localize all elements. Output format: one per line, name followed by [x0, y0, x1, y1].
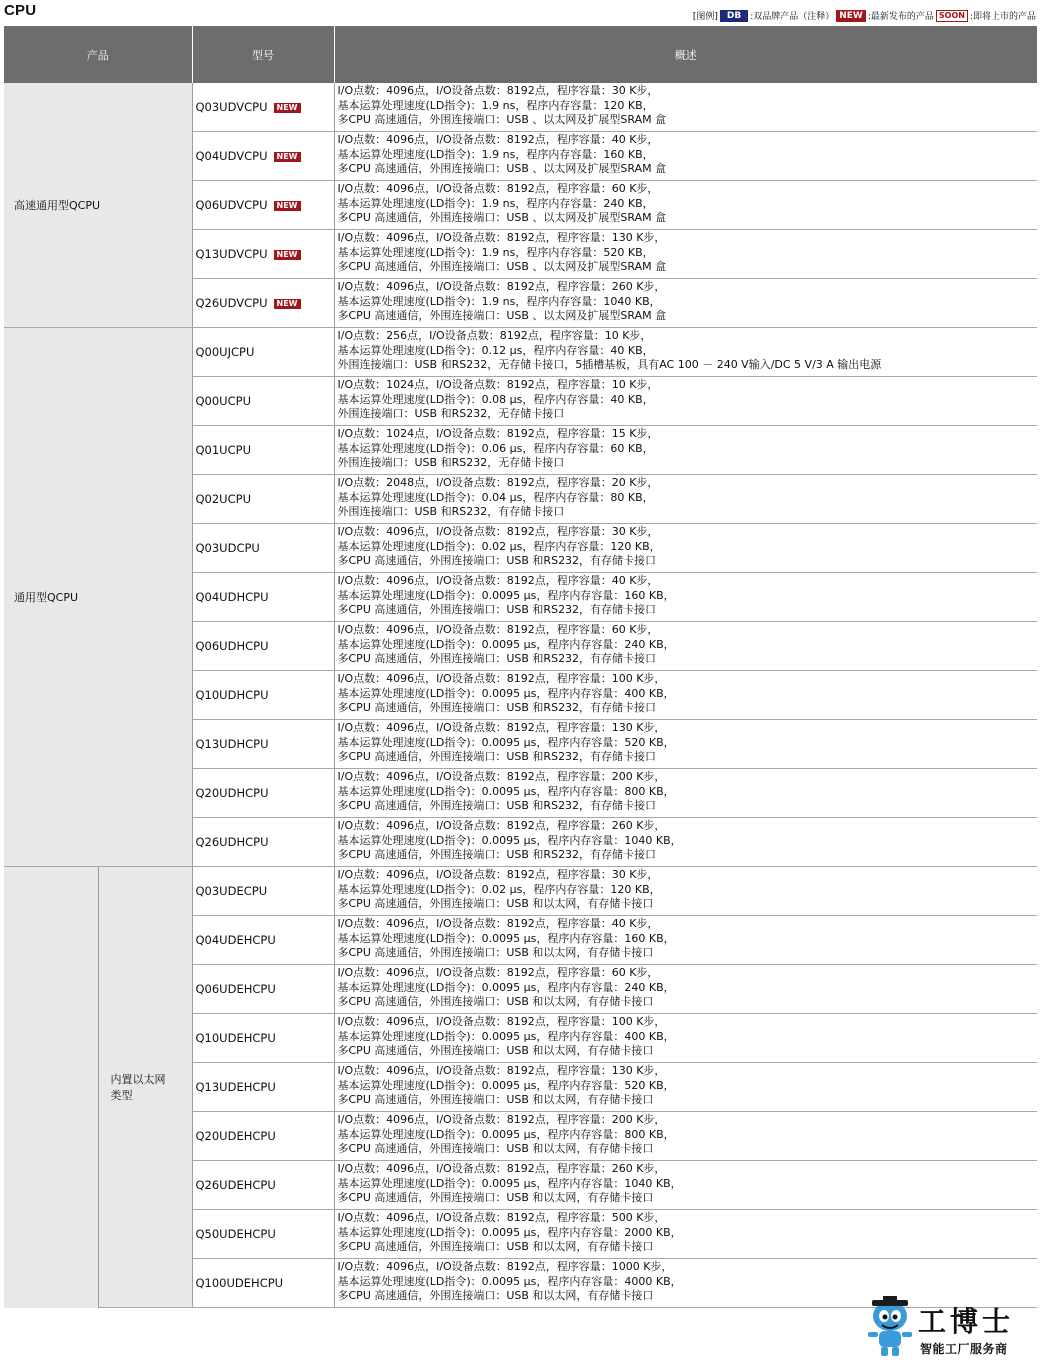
model-cell [192, 916, 334, 965]
description-line: I/O点数：4096点，I/O设备点数：8192点，程序容量：130 K步， [337, 231, 666, 244]
description-line: I/O点数：4096点，I/O设备点数：8192点，程序容量：200 K步， [337, 770, 666, 783]
description-line: 外围连接端口：USB 和RS232，无存储卡接口，5插槽基板，具有AC 100 － 240 V输入/DC 5 V/3 A 输出电源 [337, 358, 882, 371]
description-line: 多CPU 高速通信，外围连接端口：USB 和以太网，有存储卡接口 [337, 1289, 654, 1302]
model-cell [192, 1112, 334, 1161]
description-line: 多CPU 高速通信，外围连接端口：USB 、以太网及扩展型SRAM 盒 [337, 113, 667, 126]
group-universal-qcpu: 通用型QCPU [4, 328, 192, 867]
description-line: 基本运算处理速度(LD指令)：0.0095 μs，程序内存容量：1040 KB， [337, 1176, 682, 1190]
description-cell [334, 622, 1037, 671]
description-line: I/O点数：4096点，I/O设备点数：8192点，程序容量：260 K步， [337, 280, 666, 293]
header-model: 型号 [192, 26, 334, 83]
description-line: 基本运算处理速度(LD指令)：0.0095 μs，程序内存容量：400 KB， [337, 686, 675, 700]
description-line: 基本运算处理速度(LD指令)：0.02 μs，程序内存容量：120 KB， [337, 882, 661, 896]
description-line: 外围连接端口：USB 和RS232，有存储卡接口 [337, 505, 565, 518]
description-line: 多CPU 高速通信，外围连接端口：USB 和以太网，有存储卡接口 [337, 1093, 654, 1106]
description-line: I/O点数：1024点，I/O设备点数：8192点，程序容量：15 K步， [337, 427, 659, 440]
new-badge: NEW [274, 250, 301, 260]
description-line: 基本运算处理速度(LD指令)：0.0095 μs，程序内存容量：4000 KB， [337, 1274, 682, 1288]
model-number: Q00UJCPU [195, 345, 255, 359]
model-number: Q04UDVCPU [195, 149, 268, 163]
cpu-spec-table [4, 26, 1037, 1308]
description-line: I/O点数：256点，I/O设备点数：8192点，程序容量：10 K步， [337, 329, 652, 342]
description-line: 多CPU 高速通信，外围连接端口：USB 和以太网，有存储卡接口 [337, 995, 654, 1008]
soon-badge: SOON [936, 10, 968, 22]
model-cell [192, 524, 334, 573]
description-line: 多CPU 高速通信，外围连接端口：USB 、以太网及扩展型SRAM 盒 [337, 162, 667, 175]
description-cell [334, 965, 1037, 1014]
model-number: Q06UDHCPU [195, 639, 269, 653]
description-cell [334, 1014, 1037, 1063]
model-number: Q20UDHCPU [195, 786, 269, 800]
model-number: Q04UDEHCPU [195, 933, 276, 947]
model-cell [192, 1161, 334, 1210]
description-line: 多CPU 高速通信，外围连接端口：USB 和以太网，有存储卡接口 [337, 897, 654, 910]
model-cell [192, 1014, 334, 1063]
description-cell [334, 1210, 1037, 1259]
new-legend-text: :最新发布的产品 [867, 12, 934, 22]
description-line: 多CPU 高速通信，外围连接端口：USB 和RS232，有存储卡接口 [337, 701, 657, 714]
description-line: 外围连接端口：USB 和RS232，无存储卡接口 [337, 456, 565, 469]
description-line: 多CPU 高速通信，外围连接端口：USB 和RS232，有存储卡接口 [337, 799, 657, 812]
description-line: I/O点数：4096点，I/O设备点数：8192点，程序容量：40 K步， [337, 917, 659, 930]
description-line: I/O点数：4096点，I/O设备点数：8192点，程序容量：100 K步， [337, 1015, 666, 1028]
description-line: 外围连接端口：USB 和RS232，无存储卡接口 [337, 407, 565, 420]
model-cell [192, 720, 334, 769]
description-line: 基本运算处理速度(LD指令)：1.9 ns，程序内存容量：240 KB， [337, 196, 654, 210]
header-product: 产品 [4, 26, 192, 83]
subgroup-built-in-ethernet: 内置以太网 类型 [98, 867, 192, 1308]
description-cell [334, 720, 1037, 769]
description-line: 基本运算处理速度(LD指令)：0.0095 μs，程序内存容量：520 KB， [337, 1078, 675, 1092]
description-line: 基本运算处理速度(LD指令)：0.04 μs，程序内存容量：80 KB， [337, 490, 654, 504]
description-cell [334, 671, 1037, 720]
description-cell [334, 818, 1037, 867]
description-line: 基本运算处理速度(LD指令)：0.12 μs，程序内存容量：40 KB， [337, 343, 654, 357]
description-cell [334, 279, 1037, 328]
description-line: 基本运算处理速度(LD指令)：0.02 μs，程序内存容量：120 KB， [337, 539, 661, 553]
model-cell [192, 671, 334, 720]
description-cell [334, 1063, 1037, 1112]
description-cell [334, 1112, 1037, 1161]
description-line: 多CPU 高速通信，外围连接端口：USB 和RS232，有存储卡接口 [337, 554, 657, 567]
table-row [4, 867, 1037, 916]
model-number: Q100UDEHCPU [195, 1276, 284, 1290]
description-line: 基本运算处理速度(LD指令)：0.0095 μs，程序内存容量：520 KB， [337, 735, 675, 749]
model-cell [192, 573, 334, 622]
brand-logo [862, 1296, 1032, 1360]
model-number: Q00UCPU [195, 394, 251, 408]
model-number: Q03UDCPU [195, 541, 260, 555]
legend [693, 9, 1036, 22]
model-cell [192, 83, 334, 132]
model-cell [192, 965, 334, 1014]
description-line: I/O点数：4096点，I/O设备点数：8192点，程序容量：40 K步， [337, 133, 659, 146]
model-cell [192, 132, 334, 181]
model-cell [192, 818, 334, 867]
description-line: I/O点数：4096点，I/O设备点数：8192点，程序容量：40 K步， [337, 574, 659, 587]
description-line: I/O点数：4096点，I/O设备点数：8192点，程序容量：30 K步， [337, 84, 659, 97]
description-line: 多CPU 高速通信，外围连接端口：USB 和以太网，有存储卡接口 [337, 946, 654, 959]
model-number: Q01UCPU [195, 443, 251, 457]
model-cell [192, 279, 334, 328]
soon-legend-text: :即将上市的产品 [969, 12, 1036, 22]
description-line: 基本运算处理速度(LD指令)：0.0095 μs，程序内存容量：2000 KB， [337, 1225, 682, 1239]
model-cell [192, 230, 334, 279]
model-cell [192, 377, 334, 426]
description-line: I/O点数：4096点，I/O设备点数：8192点，程序容量：500 K步， [337, 1211, 666, 1224]
description-line: 基本运算处理速度(LD指令)：0.0095 μs，程序内存容量：400 KB， [337, 1029, 675, 1043]
description-line: I/O点数：4096点，I/O设备点数：8192点，程序容量：60 K步， [337, 966, 659, 979]
db-legend-text: :双品牌产品（注释） [750, 12, 835, 22]
model-number: Q10UDEHCPU [195, 1031, 276, 1045]
description-cell [334, 573, 1037, 622]
brand-slogan: 智能工厂服务商 [920, 1342, 1008, 1356]
model-cell [192, 328, 334, 377]
model-number: Q26UDEHCPU [195, 1178, 276, 1192]
description-line: 多CPU 高速通信，外围连接端口：USB 和RS232，有存储卡接口 [337, 603, 657, 616]
brand-name: 工博士 [918, 1305, 1015, 1338]
new-badge: NEW [274, 152, 301, 162]
description-cell [334, 769, 1037, 818]
description-line: 基本运算处理速度(LD指令)：0.06 μs，程序内存容量：60 KB， [337, 441, 654, 455]
description-cell [334, 524, 1037, 573]
description-line: 基本运算处理速度(LD指令)：1.9 ns，程序内存容量：120 KB， [337, 98, 654, 112]
description-line: 基本运算处理速度(LD指令)：0.0095 μs，程序内存容量：1040 KB， [337, 833, 682, 847]
description-line: I/O点数：1024点，I/O设备点数：8192点，程序容量：10 K步， [337, 378, 659, 391]
description-cell [334, 230, 1037, 279]
description-line: 多CPU 高速通信，外围连接端口：USB 、以太网及扩展型SRAM 盒 [337, 309, 667, 322]
model-number: Q13UDHCPU [195, 737, 269, 751]
model-number: Q06UDEHCPU [195, 982, 276, 996]
description-line: 多CPU 高速通信，外围连接端口：USB 和以太网，有存储卡接口 [337, 1240, 654, 1253]
model-cell [192, 622, 334, 671]
description-line: 多CPU 高速通信，外围连接端口：USB 和以太网，有存储卡接口 [337, 1044, 654, 1057]
new-badge: NEW [274, 299, 301, 309]
new-badge: NEW [836, 10, 866, 22]
description-line: I/O点数：4096点，I/O设备点数：8192点，程序容量：100 K步， [337, 672, 666, 685]
model-cell [192, 1210, 334, 1259]
group-high-speed-qcpu: 高速通用型QCPU [4, 83, 192, 328]
description-line: 基本运算处理速度(LD指令)：0.0095 μs，程序内存容量：160 KB， [337, 588, 675, 602]
description-line: I/O点数：2048点，I/O设备点数：8192点，程序容量：20 K步， [337, 476, 659, 489]
model-number: Q03UDVCPU [195, 100, 268, 114]
description-line: 多CPU 高速通信，外围连接端口：USB 、以太网及扩展型SRAM 盒 [337, 260, 667, 273]
model-number: Q06UDVCPU [195, 198, 268, 212]
model-cell [192, 1063, 334, 1112]
table-row [4, 328, 1037, 377]
description-cell [334, 916, 1037, 965]
description-line: 基本运算处理速度(LD指令)：0.0095 μs，程序内存容量：160 KB， [337, 931, 675, 945]
description-cell [334, 1161, 1037, 1210]
new-badge: NEW [274, 201, 301, 211]
legend-prefix: [图例] [692, 12, 718, 22]
table-row [4, 83, 1037, 132]
table-body [4, 83, 1037, 1308]
model-number: Q13UDEHCPU [195, 1080, 276, 1094]
model-number: Q03UDECPU [195, 884, 268, 898]
description-line: I/O点数：4096点，I/O设备点数：8192点，程序容量：260 K步， [337, 1162, 666, 1175]
description-line: 基本运算处理速度(LD指令)：0.08 μs，程序内存容量：40 KB， [337, 392, 654, 406]
model-cell [192, 426, 334, 475]
description-cell [334, 83, 1037, 132]
model-number: Q50UDEHCPU [195, 1227, 276, 1241]
model-number: Q10UDHCPU [195, 688, 269, 702]
model-cell [192, 769, 334, 818]
model-number: Q04UDHCPU [195, 590, 269, 604]
model-number: Q13UDVCPU [195, 247, 268, 261]
description-line: 基本运算处理速度(LD指令)：1.9 ns，程序内存容量：160 KB， [337, 147, 654, 161]
description-line: 多CPU 高速通信，外围连接端口：USB 、以太网及扩展型SRAM 盒 [337, 211, 667, 224]
group-universal-qcpu-continued [4, 867, 98, 1308]
description-cell [334, 867, 1037, 916]
description-cell [334, 132, 1037, 181]
model-number: Q26UDHCPU [195, 835, 269, 849]
description-line: I/O点数：4096点，I/O设备点数：8192点，程序容量：30 K步， [337, 868, 659, 881]
description-line: 多CPU 高速通信，外围连接端口：USB 和以太网，有存储卡接口 [337, 1142, 654, 1155]
description-line: 基本运算处理速度(LD指令)：1.9 ns，程序内存容量：520 KB， [337, 245, 654, 259]
new-badge: NEW [274, 103, 301, 113]
description-line: I/O点数：4096点，I/O设备点数：8192点，程序容量：60 K步， [337, 182, 659, 195]
description-line: 多CPU 高速通信，外围连接端口：USB 和RS232，有存储卡接口 [337, 848, 657, 861]
model-number: Q02UCPU [195, 492, 251, 506]
description-cell [334, 426, 1037, 475]
description-line: I/O点数：4096点，I/O设备点数：8192点，程序容量：200 K步， [337, 1113, 666, 1126]
description-line: 多CPU 高速通信，外围连接端口：USB 和RS232，有存储卡接口 [337, 750, 657, 763]
model-number: Q20UDEHCPU [195, 1129, 276, 1143]
model-number: Q26UDVCPU [195, 296, 268, 310]
description-line: 基本运算处理速度(LD指令)：0.0095 μs，程序内存容量：240 KB， [337, 980, 675, 994]
description-line: 基本运算处理速度(LD指令)：0.0095 μs，程序内存容量：800 KB， [337, 1127, 675, 1141]
description-line: 基本运算处理速度(LD指令)：0.0095 μs，程序内存容量：240 KB， [337, 637, 675, 651]
description-line: I/O点数：4096点，I/O设备点数：8192点，程序容量：30 K步， [337, 525, 659, 538]
description-cell [334, 475, 1037, 524]
page-title: CPU [4, 2, 37, 19]
description-line: I/O点数：4096点，I/O设备点数：8192点，程序容量：60 K步， [337, 623, 659, 636]
model-cell [192, 867, 334, 916]
description-line: I/O点数：4096点，I/O设备点数：8192点，程序容量：130 K步， [337, 721, 666, 734]
description-line: 基本运算处理速度(LD指令)：1.9 ns，程序内存容量：1040 KB， [337, 294, 661, 308]
model-cell [192, 181, 334, 230]
db-badge: DB [720, 10, 748, 22]
description-line: 基本运算处理速度(LD指令)：0.0095 μs，程序内存容量：800 KB， [337, 784, 675, 798]
description-cell [334, 181, 1037, 230]
description-line: I/O点数：4096点，I/O设备点数：8192点，程序容量：130 K步， [337, 1064, 666, 1077]
description-cell [334, 377, 1037, 426]
description-line: 多CPU 高速通信，外围连接端口：USB 和以太网，有存储卡接口 [337, 1191, 654, 1204]
description-line: I/O点数：4096点，I/O设备点数：8192点，程序容量：1000 K步， [337, 1260, 673, 1273]
model-cell [192, 1259, 334, 1308]
description-line: I/O点数：4096点，I/O设备点数：8192点，程序容量：260 K步， [337, 819, 666, 832]
table-header-row [4, 26, 1037, 83]
description-cell [334, 328, 1037, 377]
header-description: 概述 [334, 26, 1037, 83]
description-line: 多CPU 高速通信，外围连接端口：USB 和RS232，有存储卡接口 [337, 652, 657, 665]
model-cell [192, 475, 334, 524]
robot-mascot-icon [862, 1296, 918, 1358]
